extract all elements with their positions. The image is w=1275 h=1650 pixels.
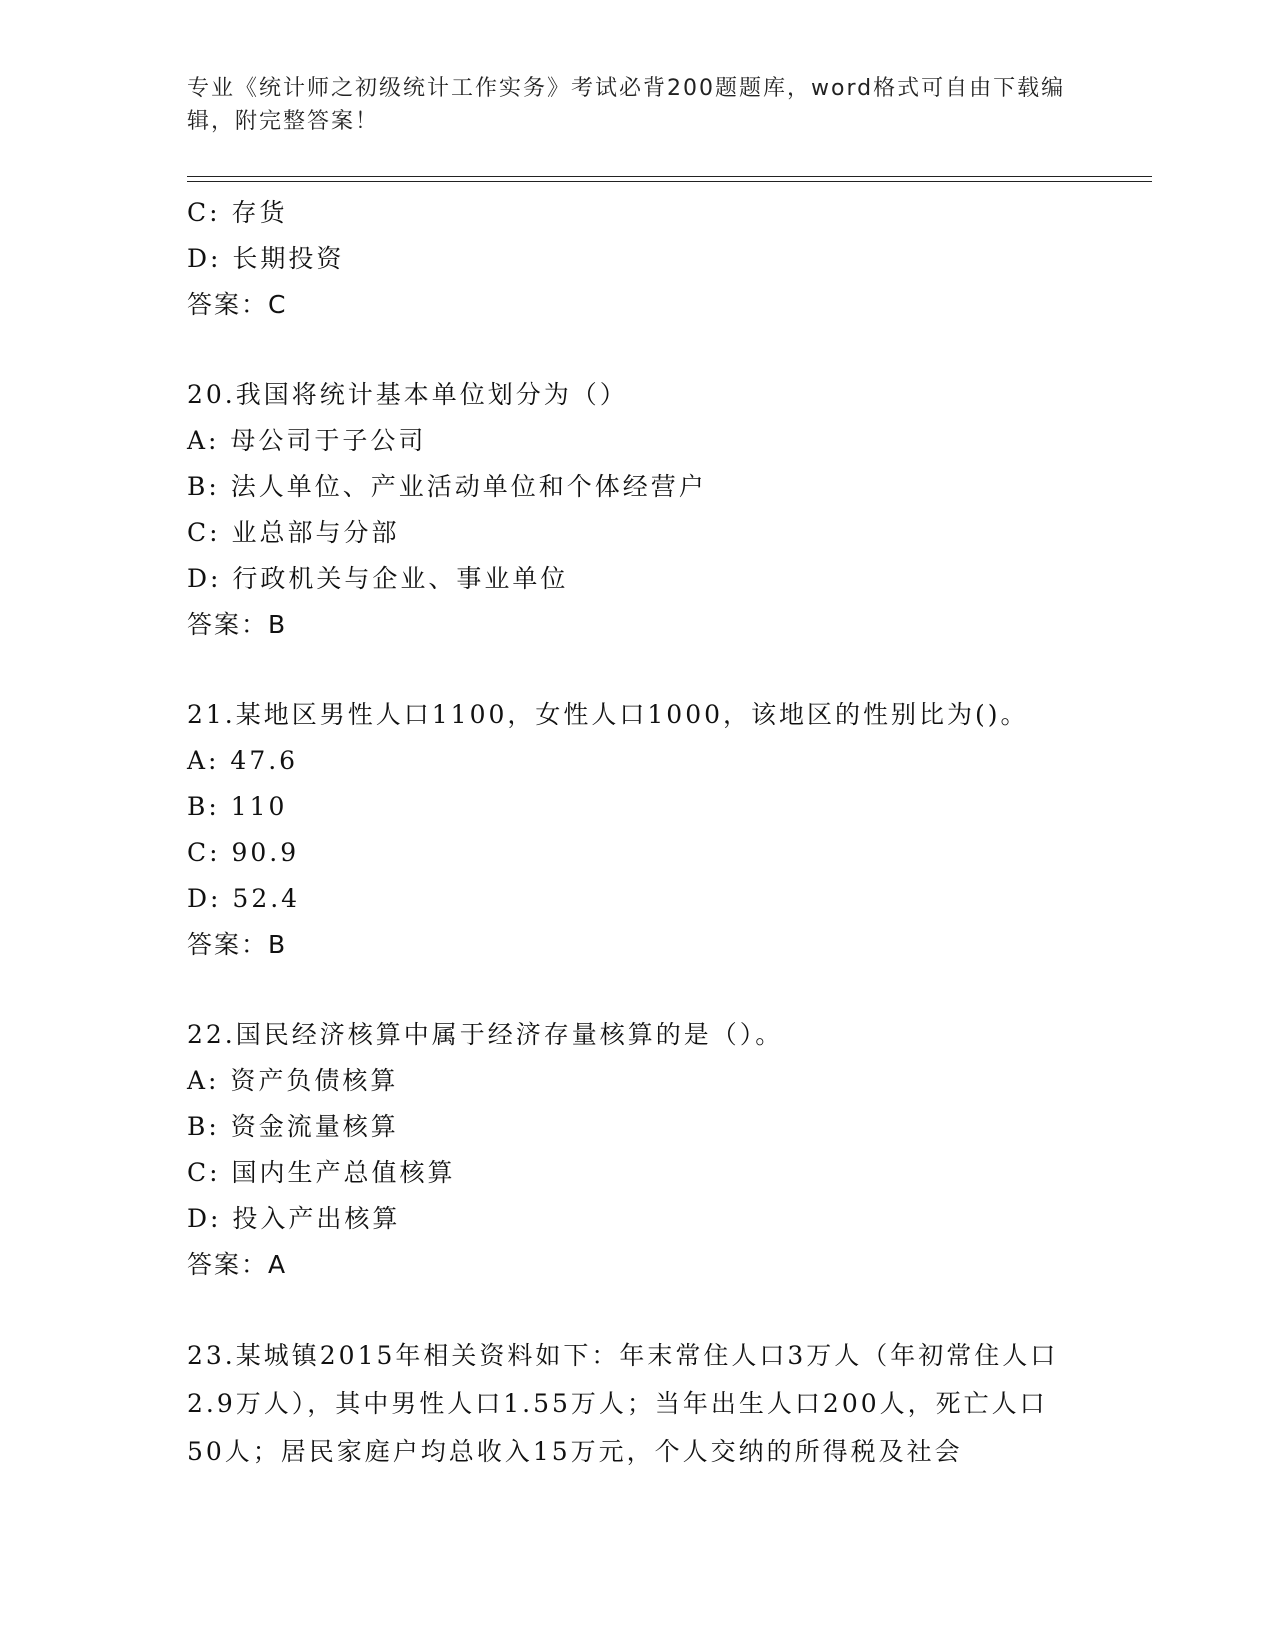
option-a: A: 资产负债核算 [187, 1066, 399, 1095]
question-23 [187, 1332, 1087, 1476]
option-a: A: 母公司于子公司 [187, 426, 427, 455]
answer: 答案：C [187, 290, 288, 319]
option-d: D: 52.4 [187, 884, 301, 913]
option-d: D: 投入产出核算 [187, 1204, 401, 1233]
question-stem: 23.某城镇2015年相关资料如下：年末常住人口3万人（年初常住人口2.9万人），其中男性人口1.55万人；当年出生人口200人，死亡人口50人；居民家庭户均总收入15万元，个人交纳的所得税及社会 [187, 1341, 1059, 1466]
question-22 [187, 1012, 1087, 1288]
answer: 答案：B [187, 930, 288, 959]
partial-question [187, 190, 1087, 328]
option-b: B: 法人单位、产业活动单位和个体经营户 [187, 472, 707, 501]
answer: 答案：A [187, 1250, 288, 1279]
header-divider-top [187, 176, 1152, 177]
header-divider-bottom [187, 181, 1152, 182]
option-c: C: 业总部与分部 [187, 518, 400, 547]
question-21 [187, 692, 1087, 968]
option-b: B: 资金流量核算 [187, 1112, 399, 1141]
option-d: D: 行政机关与企业、事业单位 [187, 564, 569, 593]
option-c: C: 国内生产总值核算 [187, 1158, 456, 1187]
option-d: D: 长期投资 [187, 244, 345, 273]
question-list [187, 190, 1087, 1476]
option-c: C: 90.9 [187, 838, 300, 867]
option-b: B: 110 [187, 792, 288, 821]
question-stem: 22.国民经济核算中属于经济存量核算的是（）。 [187, 1020, 784, 1049]
answer: 答案：B [187, 610, 288, 639]
option-a: A: 47.6 [187, 746, 299, 775]
option-c: C: 存货 [187, 198, 288, 227]
question-stem: 20.我国将统计基本单位划分为（） [187, 380, 628, 409]
question-stem: 21.某地区男性人口1100，女性人口1000，该地区的性别比为()。 [187, 700, 1029, 729]
document-header: 专业《统计师之初级统计工作实务》考试必背200题题库，word格式可自由下载编辑，附完整答案！ [187, 76, 1066, 134]
question-20 [187, 372, 1087, 648]
